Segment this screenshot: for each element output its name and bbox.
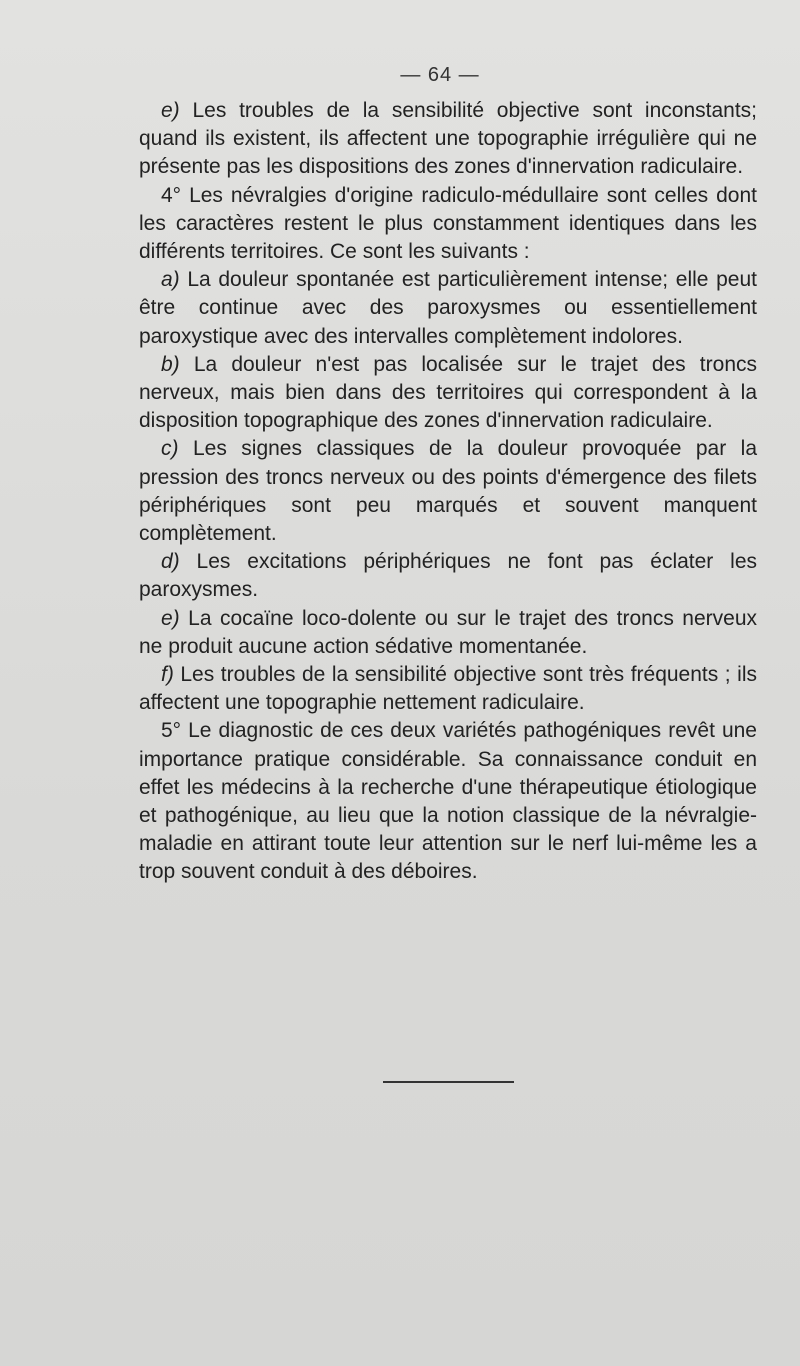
paragraph-d-excitations <box>139 548 757 604</box>
paragraph-text: Les troubles de la sensibilité objective sont très fréquents ; ils affectent une topographie nettement radiculaire. <box>139 663 757 715</box>
paragraph-marker: f) <box>161 663 174 687</box>
body-text <box>139 97 757 887</box>
paragraph-c-signes <box>139 435 757 548</box>
paragraph-marker: b) <box>161 352 180 376</box>
paragraph-marker: d) <box>161 550 180 574</box>
paragraph-text: 4° Les névralgies d'origine radiculo-médullaire sont celles dont les caractères restent le plus constamment identiques dans les différents territoires. Ce sont les suivants : <box>139 183 757 264</box>
paragraph-marker: e) <box>161 99 180 122</box>
paragraph-text: La cocaïne loco-dolente ou sur le trajet des troncs nerveux ne produit aucune action sédative momentanée. <box>139 606 757 658</box>
page-number: — 64 — <box>400 64 480 86</box>
paragraph-marker: e) <box>161 606 180 630</box>
paragraph-marker: a) <box>161 268 180 292</box>
paragraph-4-nevralgies <box>139 182 757 267</box>
paragraph-text: La douleur n'est pas localisée sur le trajet des troncs nerveux, mais bien dans des territoires qui correspondent à la disposition topographique des zones d'innervation radiculaire. <box>139 352 757 433</box>
paragraph-text: Les excitations périphériques ne font pas éclater les paroxysmes. <box>139 550 757 602</box>
paragraph-text: 5° Le diagnostic de ces deux variétés pathogéniques revêt une importance pratique considérable. Sa connaissance conduit en effet les médecins à la recherche d'une thérapeutique étiologique et pathogénique, au lieu que la notion classique de la névralgie-maladie en attirant toute leur attention sur le nerf lui-même les a trop souvent conduit à des déboires. <box>139 719 757 884</box>
paragraph-text: La douleur spontanée est particulièrement intense; elle peut être continue avec des paroxysmes ou essentiellement paroxystique avec des intervalles complètement indolores. <box>139 268 757 348</box>
paragraph-e-sensibilite <box>139 97 757 182</box>
paragraph-f-troubles <box>139 661 757 717</box>
paragraph-e-cocaine <box>139 605 757 661</box>
paragraph-a-douleur-spontanee <box>139 266 757 351</box>
paragraph-5-diagnostic <box>139 717 757 886</box>
paragraph-text: Les troubles de la sensibilité objective sont inconstants; quand ils existent, ils affectent une topographie irrégulière qui ne présente pas les dispositions des zones d'innervation radiculaire. <box>139 99 757 179</box>
section-divider <box>383 1081 514 1083</box>
paragraph-b-localisation <box>139 351 757 436</box>
paragraph-text: Les signes classiques de la douleur provoquée par la pression des troncs nerveux ou des points d'émergence des filets périphériques sont peu marqués et souvent manquent complètement. <box>139 437 757 546</box>
paragraph-marker: c) <box>161 437 179 461</box>
